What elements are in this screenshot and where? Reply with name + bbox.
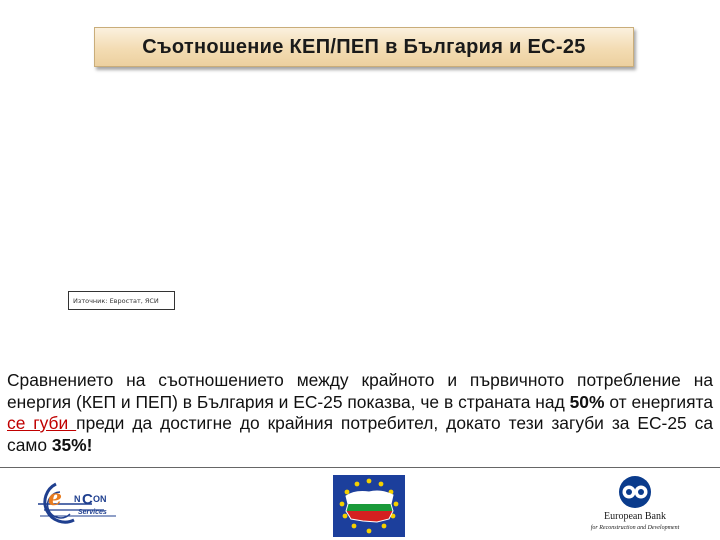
ebrd-subtitle: for Reconstruction and Development (590, 525, 680, 531)
percent-eu: 35%! (51, 434, 93, 455)
page-title: Съотношение КЕП/ПЕП в България и ЕС-25 (142, 35, 586, 58)
encon-letter-e: e (48, 485, 62, 511)
footer-divider (0, 467, 720, 468)
chart-area (60, 90, 660, 290)
summary-text-1: Сравнението на съотношението между крайното и първичното потребление на енергия (КЕП и ПЕП) в България и ЕС-25 показва, че в страната над (7, 370, 713, 412)
encon-letters-on: ON (93, 494, 107, 504)
ebrd-name: European Bank (604, 511, 666, 522)
bulgaria-eu-flag-emblem (333, 475, 405, 537)
loss-phrase: се губи (7, 413, 77, 433)
encon-letter-c: C (82, 491, 93, 508)
encon-subtitle: Services (78, 509, 107, 516)
percent-bulgaria: 50% (569, 391, 605, 412)
summary-text-2: от енергията (604, 391, 713, 412)
ebrd-logo (572, 474, 698, 534)
summary-text-3: преди да достигне до крайния потребител, докато тези загуби за ЕС-25 са само (7, 413, 713, 455)
source-note: Източник: Евростат, ЯСИ (68, 291, 175, 310)
title-banner (94, 27, 634, 67)
summary-paragraph (7, 370, 713, 456)
encon-services-logo (34, 480, 134, 534)
encon-letter-n: N (74, 494, 81, 504)
